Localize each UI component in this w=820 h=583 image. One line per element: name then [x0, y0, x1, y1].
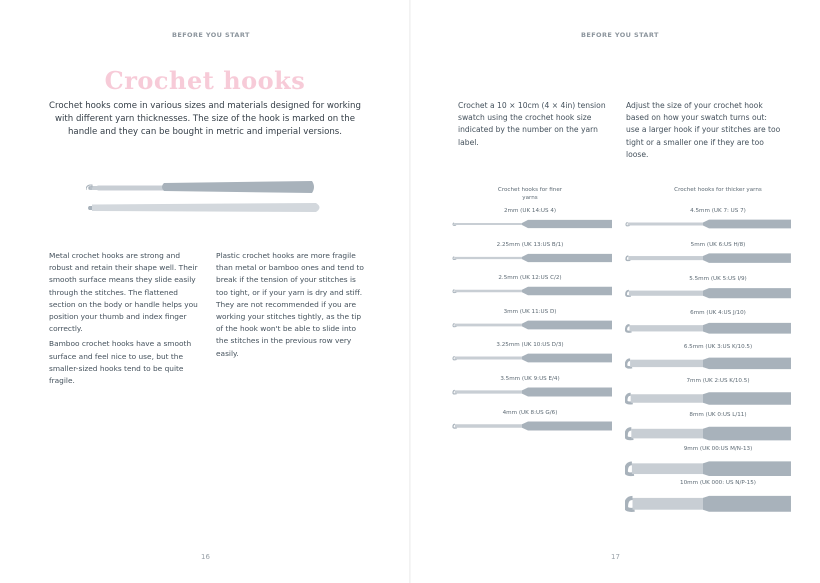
hook-illustration-top	[86, 181, 314, 193]
hook-illustration	[452, 252, 614, 264]
hook-illustration	[625, 354, 793, 373]
hook-size-label: 6mm (UK 4:US J/10)	[690, 310, 746, 316]
hook-illustration	[452, 218, 614, 230]
hook-size-label: 7mm (UK 2:US K/10.5)	[686, 378, 750, 384]
metal-bamboo-column	[49, 250, 199, 387]
finer-yarns-heading: Crochet hooks for finer yarns	[497, 187, 563, 201]
hook-illustration-bottom	[88, 203, 320, 212]
running-head-right: BEFORE YOU START	[581, 31, 659, 39]
hook-size-label: 9mm (UK 00:US M/N-13)	[683, 446, 753, 452]
plastic-column	[216, 250, 366, 360]
hook-illustration	[452, 319, 614, 331]
hook-illustration	[625, 286, 793, 300]
hook-illustration	[452, 352, 614, 364]
hook-illustration	[625, 422, 793, 445]
hook-illustration	[452, 285, 614, 297]
intro-paragraph: Crochet hooks come in various sizes and materials designed for working with different yarn thicknesses. The size of the hook is marked on the handle and they can be bought in metric and imperial versions.	[49, 101, 361, 137]
hook-size-label: 5.5mm (UK 5:US I/9)	[689, 276, 747, 282]
hook-size-label: 3.5mm (UK 9:US E/4)	[500, 376, 560, 382]
hook-size-label: 5mm (UK 6:US H/8)	[690, 242, 746, 248]
right-page	[410, 0, 820, 583]
hook-illustration	[625, 218, 793, 230]
hook-illustration	[625, 320, 793, 337]
hook-size-label: 10mm (UK 000: US N/P-15)	[680, 480, 756, 486]
hook-size-label: 2.25mm (UK 13:US B/1)	[496, 241, 564, 248]
hook-size-label: 4mm (UK 8:US G/6)	[502, 409, 558, 416]
page-number-right: 17	[611, 553, 620, 561]
hook-size-label: 3mm (UK 11:US D)	[503, 308, 557, 315]
hook-size-label: 8mm (UK 0:US L/11)	[689, 412, 747, 418]
thicker-yarns-heading: Crochet hooks for thicker yarns	[674, 187, 762, 193]
running-head-left: BEFORE YOU START	[172, 31, 250, 39]
bamboo-hooks-paragraph: Bamboo crochet hooks have a smooth surface and feel nice to use, but the smaller-sized hooks tend to be quite fragile.	[49, 339, 192, 386]
adjust-size-text: Adjust the size of your crochet hook based on how your swatch turns out: use a larger hook if your stitches are too tight or a smaller one if they are too loose.	[626, 101, 781, 159]
hook-illustration	[452, 420, 614, 432]
hook-illustration	[625, 456, 793, 481]
hook-size-label: 3.25mm (UK 10:US D/3)	[496, 342, 564, 349]
hook-illustration	[625, 252, 793, 264]
hook-size-label: 2.5mm (UK 12:US C/2)	[498, 275, 562, 282]
hook-illustration	[625, 490, 793, 518]
hook-size-label: 4.5mm (UK 7: US 7)	[690, 208, 746, 214]
metal-hooks-paragraph: Metal crochet hooks are strong and robust and retain their shape well. Their smooth surface means they slide easily through the stitches. The flattened section on the body or handle helps you position your thumb and index finger correctly.	[49, 251, 198, 334]
page-number-left: 16	[201, 553, 210, 561]
hooks-illustration	[86, 176, 326, 216]
plastic-hooks-paragraph: Plastic crochet hooks are more fragile than metal or bamboo ones and tend to break if the tension of your stitches is too tight, or if your yarn is dry and stiff. They are not recommended if you are working your stitches tightly, as the tip of the hook won't be able to slide into the stitches in the previous row very easily.	[216, 251, 364, 358]
hook-illustration	[452, 386, 614, 398]
page-title: Crochet hooks	[104, 66, 306, 95]
tension-swatch-text: Crochet a 10 × 10cm (4 × 4in) tension swatch using the crochet hook size indicated by the number on the yarn label.	[458, 101, 606, 147]
hook-size-label: 2mm (UK 14:US 4)	[503, 208, 557, 214]
hook-illustration	[625, 388, 793, 409]
hook-size-label: 6.5mm (UK 3:US K/10.5)	[683, 344, 753, 350]
